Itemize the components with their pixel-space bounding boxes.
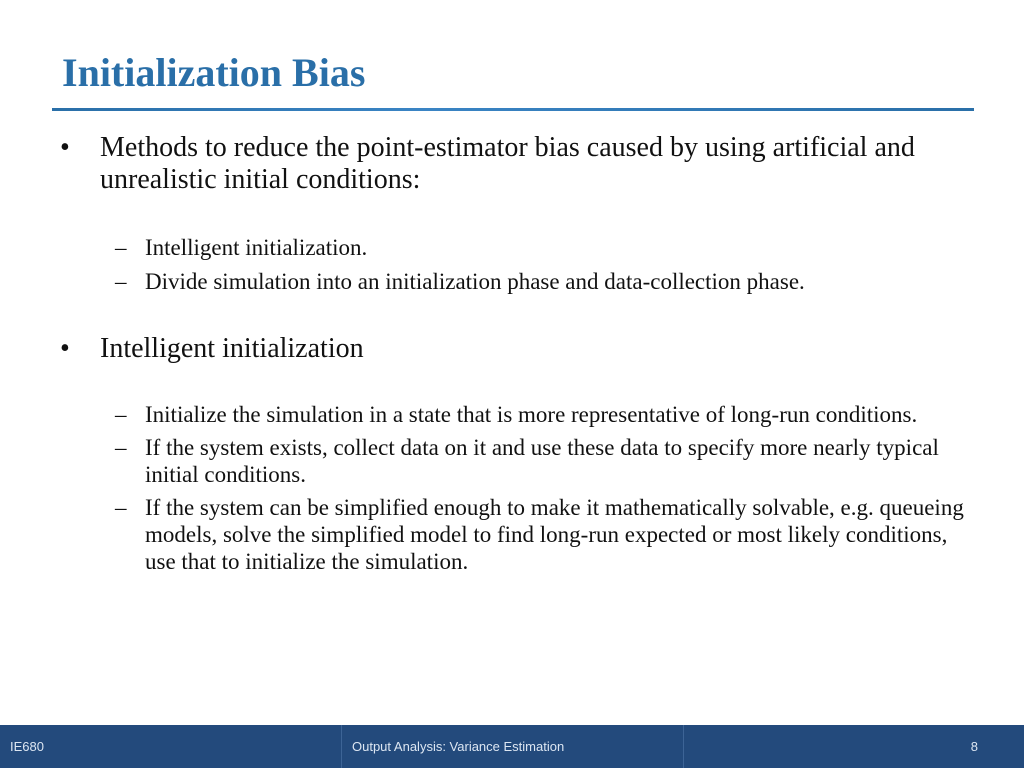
sub-bullet-marker: –	[115, 402, 127, 427]
bullet-item	[60, 333, 970, 365]
sub-bullet-text: Initialize the simulation in a state that is more representative of long-run conditions.	[145, 402, 918, 427]
sub-bullet-list	[60, 401, 970, 575]
bullet-item	[60, 132, 970, 196]
sub-bullet-marker: –	[115, 495, 127, 520]
sub-bullet-item	[60, 268, 970, 295]
slide-title: Initialization Bias	[62, 50, 366, 95]
bullet-marker: •	[60, 132, 70, 163]
sub-bullet-item	[60, 434, 970, 488]
footer-topic: Output Analysis: Variance Estimation	[352, 739, 565, 754]
footer-divider	[341, 725, 342, 768]
slide-footer	[0, 725, 1024, 768]
sub-bullet-marker: –	[115, 269, 127, 294]
sub-bullet-text: If the system exists, collect data on it and use these data to specify more nearly typical initial conditions.	[145, 435, 939, 487]
sub-bullet-item	[60, 494, 970, 575]
sub-bullet-marker: –	[115, 435, 127, 460]
sub-bullet-item	[60, 234, 970, 261]
sub-bullet-marker: –	[115, 235, 127, 260]
slide-content	[60, 130, 970, 575]
title-underline	[52, 108, 974, 111]
footer-course: IE680	[10, 739, 44, 754]
sub-bullet-text: Intelligent initialization.	[145, 235, 368, 260]
bullet-text: Methods to reduce the point-estimator bias caused by using artificial and unrealistic initial conditions:	[100, 132, 915, 195]
sub-bullet-list	[60, 234, 970, 295]
footer-divider	[683, 725, 684, 768]
footer-page-number: 8	[970, 739, 978, 754]
bullet-text: Intelligent initialization	[100, 333, 364, 364]
bullet-marker: •	[60, 333, 70, 364]
sub-bullet-text: Divide simulation into an initialization phase and data-collection phase.	[145, 269, 805, 294]
sub-bullet-item	[60, 401, 970, 428]
sub-bullet-text: If the system can be simplified enough to make it mathematically solvable, e.g. queueing models, solve the simplified model to find long-run expected or most likely conditions, use that to initialize the simulation.	[145, 495, 964, 574]
